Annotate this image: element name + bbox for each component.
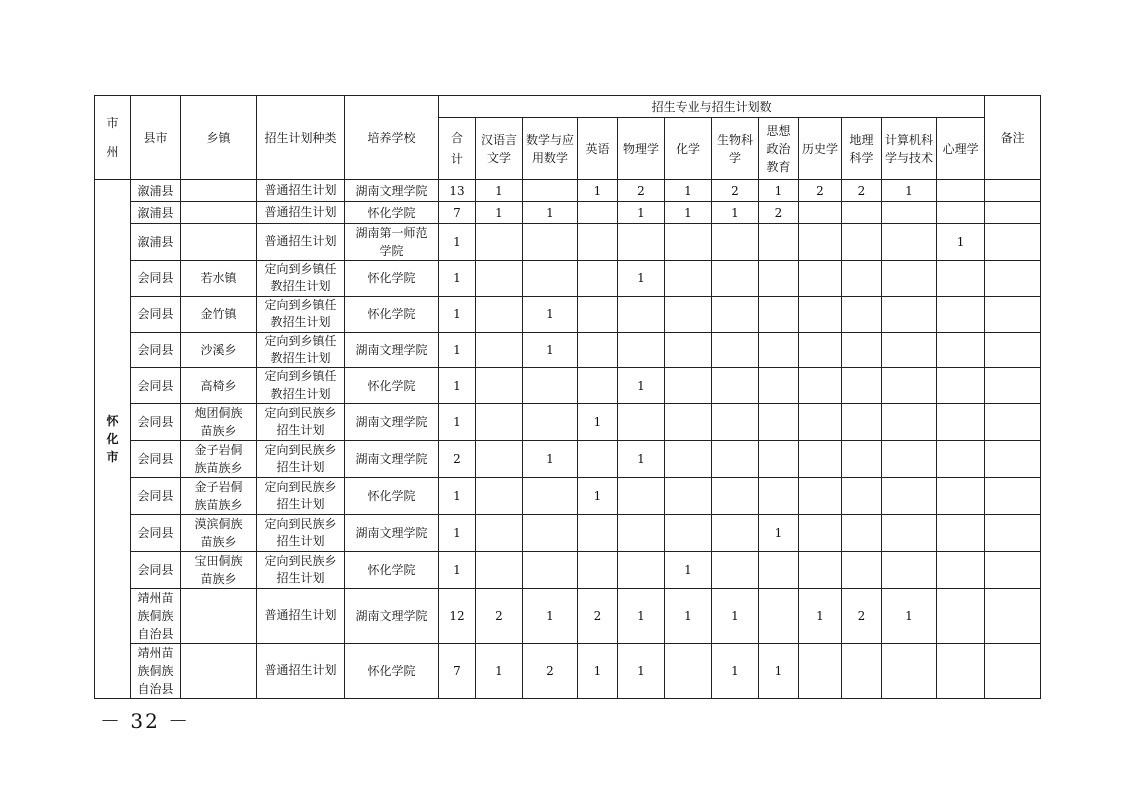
page-number: － 32 － bbox=[100, 709, 191, 733]
value-cell bbox=[937, 552, 985, 589]
value-cell bbox=[665, 261, 712, 297]
value-cell: 2 bbox=[842, 180, 882, 202]
value-cell bbox=[476, 515, 523, 552]
header-school: 培养学校 bbox=[345, 96, 439, 180]
table-row bbox=[95, 224, 1041, 261]
value-cell: 1 bbox=[799, 589, 842, 644]
value-cell bbox=[665, 296, 712, 332]
value-cell bbox=[759, 224, 799, 261]
value-cell: 1 bbox=[665, 552, 712, 589]
value-cell bbox=[842, 441, 882, 478]
value-cell bbox=[759, 368, 799, 404]
value-cell bbox=[476, 332, 523, 368]
value-cell: 1 bbox=[439, 515, 476, 552]
township-cell: 宝田侗族苗族乡 bbox=[181, 552, 257, 589]
value-cell: 2 bbox=[759, 202, 799, 224]
enrollment-plan-table bbox=[94, 95, 1041, 699]
header-remarks: 备注 bbox=[985, 96, 1041, 180]
table-row bbox=[95, 515, 1041, 552]
value-cell bbox=[712, 478, 759, 515]
value-cell: 1 bbox=[712, 589, 759, 644]
value-cell bbox=[712, 332, 759, 368]
value-cell: 1 bbox=[523, 296, 578, 332]
value-cell bbox=[665, 441, 712, 478]
value-cell: 1 bbox=[618, 589, 665, 644]
table-row bbox=[95, 202, 1041, 224]
value-cell bbox=[799, 478, 842, 515]
remarks-cell bbox=[985, 296, 1041, 332]
value-cell bbox=[937, 261, 985, 297]
value-cell: 1 bbox=[759, 644, 799, 699]
value-cell bbox=[799, 404, 842, 441]
value-cell: 7 bbox=[439, 644, 476, 699]
school-cell: 湖南文理学院 bbox=[345, 515, 439, 552]
header-township: 乡镇 bbox=[181, 96, 257, 180]
value-cell bbox=[799, 296, 842, 332]
header-major: 生物科学 bbox=[712, 118, 759, 180]
plan-type-cell: 普通招生计划 bbox=[257, 589, 345, 644]
value-cell bbox=[759, 261, 799, 297]
county-cell: 溆浦县 bbox=[131, 224, 181, 261]
school-cell: 湖南文理学院 bbox=[345, 404, 439, 441]
value-cell: 1 bbox=[937, 224, 985, 261]
plan-type-cell: 定向到乡镇任教招生计划 bbox=[257, 368, 345, 404]
value-cell: 1 bbox=[476, 202, 523, 224]
school-cell: 怀化学院 bbox=[345, 202, 439, 224]
table-row bbox=[95, 180, 1041, 202]
township-cell: 漠滨侗族苗族乡 bbox=[181, 515, 257, 552]
value-cell bbox=[937, 589, 985, 644]
plan-type-cell: 定向到民族乡招生计划 bbox=[257, 552, 345, 589]
value-cell bbox=[937, 332, 985, 368]
value-cell bbox=[476, 224, 523, 261]
value-cell bbox=[937, 478, 985, 515]
header-major: 化学 bbox=[665, 118, 712, 180]
remarks-cell bbox=[985, 644, 1041, 699]
county-cell: 会同县 bbox=[131, 332, 181, 368]
value-cell bbox=[937, 180, 985, 202]
header-major: 心理学 bbox=[937, 118, 985, 180]
header-county: 县市 bbox=[131, 96, 181, 180]
value-cell bbox=[578, 441, 618, 478]
value-cell: 1 bbox=[439, 478, 476, 515]
township-cell bbox=[181, 180, 257, 202]
value-cell: 1 bbox=[665, 180, 712, 202]
value-cell bbox=[712, 261, 759, 297]
plan-type-cell: 定向到民族乡招生计划 bbox=[257, 404, 345, 441]
value-cell bbox=[799, 441, 842, 478]
header-major: 计算机科学与技术 bbox=[882, 118, 937, 180]
plan-type-cell: 普通招生计划 bbox=[257, 644, 345, 699]
value-cell bbox=[618, 332, 665, 368]
remarks-cell bbox=[985, 589, 1041, 644]
county-cell: 靖州苗族侗族自治县 bbox=[131, 589, 181, 644]
value-cell: 1 bbox=[665, 589, 712, 644]
value-cell: 1 bbox=[476, 180, 523, 202]
value-cell bbox=[476, 368, 523, 404]
school-cell: 怀化学院 bbox=[345, 552, 439, 589]
township-cell: 金子岩侗族苗族乡 bbox=[181, 441, 257, 478]
value-cell: 1 bbox=[439, 552, 476, 589]
value-cell bbox=[882, 552, 937, 589]
value-cell bbox=[665, 404, 712, 441]
value-cell bbox=[937, 368, 985, 404]
value-cell bbox=[523, 552, 578, 589]
school-cell: 怀化学院 bbox=[345, 478, 439, 515]
value-cell bbox=[578, 296, 618, 332]
value-cell: 1 bbox=[439, 296, 476, 332]
value-cell bbox=[937, 296, 985, 332]
school-cell: 湖南文理学院 bbox=[345, 180, 439, 202]
value-cell bbox=[759, 478, 799, 515]
value-cell bbox=[578, 515, 618, 552]
remarks-cell bbox=[985, 478, 1041, 515]
value-cell: 1 bbox=[618, 202, 665, 224]
value-cell: 1 bbox=[665, 202, 712, 224]
value-cell: 2 bbox=[523, 644, 578, 699]
value-cell bbox=[618, 296, 665, 332]
value-cell bbox=[799, 202, 842, 224]
value-cell bbox=[882, 202, 937, 224]
value-cell bbox=[759, 589, 799, 644]
county-cell: 靖州苗族侗族自治县 bbox=[131, 644, 181, 699]
value-cell bbox=[618, 515, 665, 552]
township-cell: 沙溪乡 bbox=[181, 332, 257, 368]
county-cell: 会同县 bbox=[131, 515, 181, 552]
value-cell: 7 bbox=[439, 202, 476, 224]
value-cell bbox=[882, 515, 937, 552]
value-cell: 1 bbox=[578, 478, 618, 515]
value-cell: 1 bbox=[578, 644, 618, 699]
township-cell: 金子岩侗族苗族乡 bbox=[181, 478, 257, 515]
header-major: 数学与应用数学 bbox=[523, 118, 578, 180]
value-cell bbox=[476, 478, 523, 515]
value-cell: 1 bbox=[439, 368, 476, 404]
county-cell: 会同县 bbox=[131, 404, 181, 441]
value-cell bbox=[618, 404, 665, 441]
value-cell bbox=[842, 552, 882, 589]
remarks-cell bbox=[985, 552, 1041, 589]
value-cell: 1 bbox=[476, 644, 523, 699]
school-cell: 怀化学院 bbox=[345, 644, 439, 699]
plan-type-cell: 普通招生计划 bbox=[257, 180, 345, 202]
value-cell bbox=[476, 296, 523, 332]
plan-type-cell: 定向到乡镇任教招生计划 bbox=[257, 296, 345, 332]
value-cell: 1 bbox=[712, 644, 759, 699]
value-cell: 12 bbox=[439, 589, 476, 644]
value-cell bbox=[842, 296, 882, 332]
header-major: 合计 bbox=[439, 118, 476, 180]
value-cell bbox=[842, 202, 882, 224]
value-cell: 1 bbox=[578, 180, 618, 202]
header-major: 物理学 bbox=[618, 118, 665, 180]
remarks-cell bbox=[985, 404, 1041, 441]
value-cell bbox=[759, 332, 799, 368]
plan-type-cell: 定向到乡镇任教招生计划 bbox=[257, 332, 345, 368]
value-cell bbox=[523, 404, 578, 441]
value-cell bbox=[665, 478, 712, 515]
value-cell: 13 bbox=[439, 180, 476, 202]
plan-type-cell: 普通招生计划 bbox=[257, 224, 345, 261]
value-cell bbox=[882, 368, 937, 404]
value-cell: 2 bbox=[618, 180, 665, 202]
value-cell bbox=[665, 515, 712, 552]
value-cell bbox=[882, 332, 937, 368]
value-cell: 2 bbox=[578, 589, 618, 644]
value-cell bbox=[476, 441, 523, 478]
value-cell bbox=[842, 644, 882, 699]
value-cell bbox=[882, 478, 937, 515]
table-row bbox=[95, 261, 1041, 297]
value-cell bbox=[523, 224, 578, 261]
header-major: 思想政治教育 bbox=[759, 118, 799, 180]
value-cell bbox=[759, 441, 799, 478]
value-cell bbox=[578, 261, 618, 297]
value-cell: 1 bbox=[439, 261, 476, 297]
value-cell bbox=[799, 552, 842, 589]
value-cell bbox=[665, 332, 712, 368]
value-cell: 1 bbox=[439, 332, 476, 368]
plan-type-cell: 定向到乡镇任教招生计划 bbox=[257, 261, 345, 297]
remarks-cell bbox=[985, 441, 1041, 478]
value-cell bbox=[523, 515, 578, 552]
table-row bbox=[95, 296, 1041, 332]
value-cell bbox=[882, 441, 937, 478]
value-cell bbox=[712, 441, 759, 478]
remarks-cell bbox=[985, 368, 1041, 404]
value-cell bbox=[937, 404, 985, 441]
table-row bbox=[95, 478, 1041, 515]
header-city: 市州 bbox=[95, 96, 131, 180]
township-cell: 高椅乡 bbox=[181, 368, 257, 404]
value-cell bbox=[578, 202, 618, 224]
value-cell: 1 bbox=[882, 589, 937, 644]
header-major: 地理科学 bbox=[842, 118, 882, 180]
value-cell: 2 bbox=[799, 180, 842, 202]
county-cell: 会同县 bbox=[131, 368, 181, 404]
table-row bbox=[95, 441, 1041, 478]
value-cell bbox=[578, 368, 618, 404]
value-cell bbox=[799, 644, 842, 699]
value-cell bbox=[476, 404, 523, 441]
county-cell: 会同县 bbox=[131, 478, 181, 515]
value-cell bbox=[882, 224, 937, 261]
value-cell bbox=[842, 515, 882, 552]
value-cell: 1 bbox=[759, 515, 799, 552]
value-cell: 1 bbox=[618, 368, 665, 404]
value-cell bbox=[882, 404, 937, 441]
school-cell: 湖南文理学院 bbox=[345, 332, 439, 368]
value-cell: 1 bbox=[523, 332, 578, 368]
value-cell bbox=[799, 224, 842, 261]
value-cell bbox=[842, 261, 882, 297]
remarks-cell bbox=[985, 202, 1041, 224]
county-cell: 溆浦县 bbox=[131, 202, 181, 224]
plan-type-cell: 普通招生计划 bbox=[257, 202, 345, 224]
value-cell: 2 bbox=[476, 589, 523, 644]
table-row bbox=[95, 332, 1041, 368]
school-cell: 湖南文理学院 bbox=[345, 441, 439, 478]
value-cell bbox=[476, 552, 523, 589]
plan-type-cell: 定向到民族乡招生计划 bbox=[257, 515, 345, 552]
table-row bbox=[95, 368, 1041, 404]
value-cell bbox=[759, 404, 799, 441]
header-major: 英语 bbox=[578, 118, 618, 180]
township-cell: 金竹镇 bbox=[181, 296, 257, 332]
county-cell: 会同县 bbox=[131, 296, 181, 332]
school-cell: 湖南第一师范学院 bbox=[345, 224, 439, 261]
value-cell bbox=[578, 224, 618, 261]
header-major: 汉语言文学 bbox=[476, 118, 523, 180]
header-plan-type: 招生计划种类 bbox=[257, 96, 345, 180]
value-cell bbox=[712, 515, 759, 552]
value-cell bbox=[523, 180, 578, 202]
value-cell bbox=[842, 368, 882, 404]
value-cell bbox=[712, 368, 759, 404]
table-row bbox=[95, 552, 1041, 589]
value-cell bbox=[618, 552, 665, 589]
table-row bbox=[95, 589, 1041, 644]
header-majors-group: 招生专业与招生计划数 bbox=[439, 96, 985, 118]
value-cell: 2 bbox=[712, 180, 759, 202]
township-cell bbox=[181, 224, 257, 261]
school-cell: 怀化学院 bbox=[345, 261, 439, 297]
value-cell bbox=[882, 644, 937, 699]
value-cell bbox=[578, 552, 618, 589]
plan-type-cell: 定向到民族乡招生计划 bbox=[257, 478, 345, 515]
value-cell bbox=[665, 224, 712, 261]
value-cell bbox=[937, 515, 985, 552]
township-cell bbox=[181, 202, 257, 224]
value-cell: 1 bbox=[523, 202, 578, 224]
remarks-cell bbox=[985, 180, 1041, 202]
school-cell: 湖南文理学院 bbox=[345, 589, 439, 644]
value-cell: 1 bbox=[439, 404, 476, 441]
township-cell: 若水镇 bbox=[181, 261, 257, 297]
value-cell: 1 bbox=[618, 441, 665, 478]
value-cell: 1 bbox=[523, 589, 578, 644]
value-cell bbox=[882, 261, 937, 297]
value-cell bbox=[799, 261, 842, 297]
remarks-cell bbox=[985, 261, 1041, 297]
value-cell: 2 bbox=[439, 441, 476, 478]
value-cell bbox=[712, 552, 759, 589]
value-cell: 1 bbox=[759, 180, 799, 202]
value-cell bbox=[759, 552, 799, 589]
remarks-cell bbox=[985, 332, 1041, 368]
value-cell bbox=[523, 368, 578, 404]
county-cell: 溆浦县 bbox=[131, 180, 181, 202]
value-cell bbox=[842, 404, 882, 441]
county-cell: 会同县 bbox=[131, 261, 181, 297]
table-row bbox=[95, 404, 1041, 441]
value-cell bbox=[523, 478, 578, 515]
value-cell bbox=[799, 332, 842, 368]
value-cell: 2 bbox=[842, 589, 882, 644]
value-cell bbox=[882, 296, 937, 332]
value-cell: 1 bbox=[578, 404, 618, 441]
township-cell bbox=[181, 589, 257, 644]
value-cell bbox=[842, 224, 882, 261]
remarks-cell bbox=[985, 224, 1041, 261]
value-cell bbox=[759, 296, 799, 332]
value-cell bbox=[476, 261, 523, 297]
value-cell bbox=[665, 644, 712, 699]
value-cell bbox=[842, 332, 882, 368]
header-major: 历史学 bbox=[799, 118, 842, 180]
value-cell bbox=[937, 441, 985, 478]
school-cell: 怀化学院 bbox=[345, 296, 439, 332]
value-cell bbox=[523, 261, 578, 297]
value-cell bbox=[618, 478, 665, 515]
value-cell bbox=[937, 644, 985, 699]
township-cell bbox=[181, 644, 257, 699]
value-cell: 1 bbox=[618, 261, 665, 297]
value-cell: 1 bbox=[882, 180, 937, 202]
school-cell: 怀化学院 bbox=[345, 368, 439, 404]
value-cell bbox=[618, 224, 665, 261]
township-cell: 炮团侗族苗族乡 bbox=[181, 404, 257, 441]
table-body bbox=[95, 180, 1041, 699]
plan-type-cell: 定向到民族乡招生计划 bbox=[257, 441, 345, 478]
city-cell: 怀化市 bbox=[95, 180, 131, 699]
value-cell: 1 bbox=[618, 644, 665, 699]
value-cell bbox=[712, 296, 759, 332]
value-cell bbox=[842, 478, 882, 515]
value-cell bbox=[665, 368, 712, 404]
value-cell bbox=[937, 202, 985, 224]
remarks-cell bbox=[985, 515, 1041, 552]
value-cell bbox=[712, 404, 759, 441]
value-cell bbox=[578, 332, 618, 368]
county-cell: 会同县 bbox=[131, 441, 181, 478]
value-cell bbox=[799, 368, 842, 404]
table-row bbox=[95, 644, 1041, 699]
value-cell bbox=[799, 515, 842, 552]
value-cell: 1 bbox=[439, 224, 476, 261]
value-cell bbox=[712, 224, 759, 261]
value-cell: 1 bbox=[712, 202, 759, 224]
value-cell: 1 bbox=[523, 441, 578, 478]
county-cell: 会同县 bbox=[131, 552, 181, 589]
